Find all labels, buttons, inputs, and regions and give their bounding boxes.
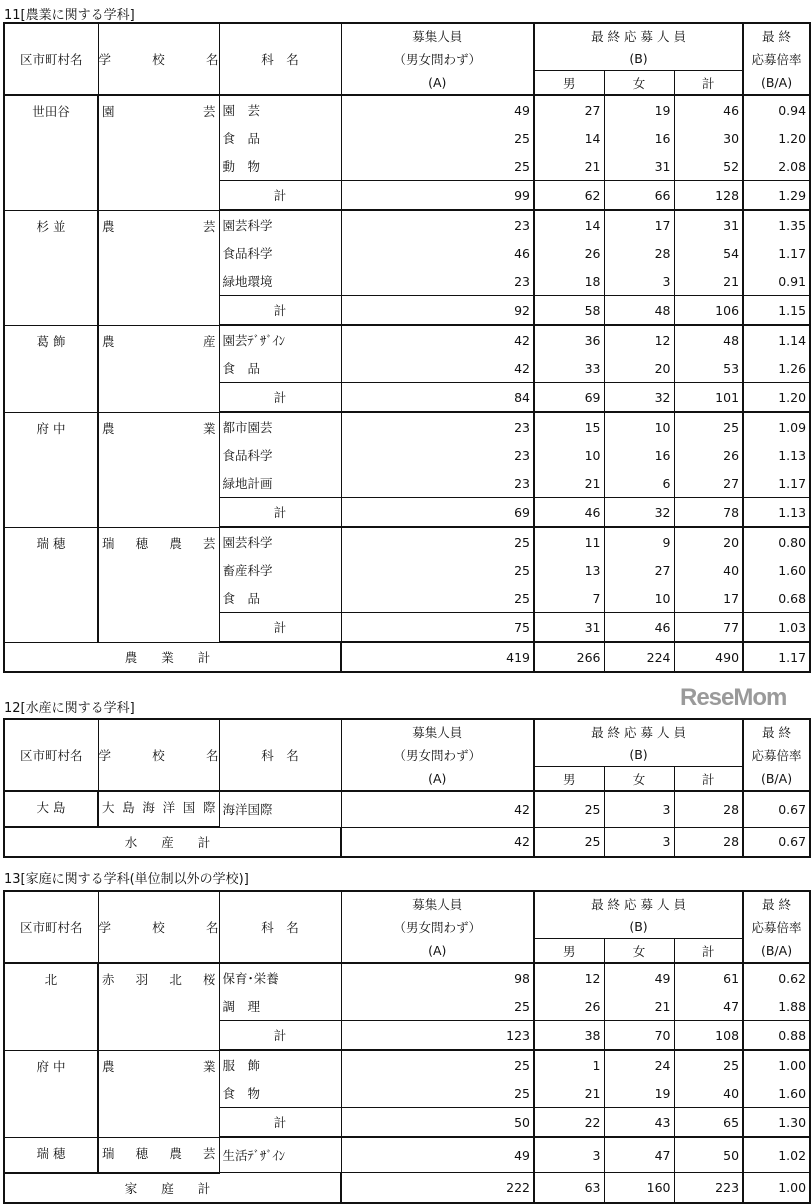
capacity: 46 bbox=[341, 239, 534, 267]
header-capacity-note: （男女問わず） bbox=[341, 915, 534, 939]
subtotal-label: 計 bbox=[219, 296, 341, 326]
capacity: 49 bbox=[341, 1137, 534, 1173]
total-count: 47 bbox=[674, 992, 743, 1021]
subject-name: 園芸科学 bbox=[219, 210, 341, 239]
school-name: 瑞穂農芸 bbox=[98, 1137, 219, 1173]
table-row bbox=[4, 325, 810, 354]
subject-name: 緑地計画 bbox=[219, 469, 341, 498]
subject-name: 食 品 bbox=[219, 124, 341, 152]
subject-name: 食品科学 bbox=[219, 239, 341, 267]
ratio: 0.68 bbox=[743, 584, 810, 613]
header-ratio-ba: (B/A) bbox=[743, 71, 810, 96]
subtotal-capacity: 99 bbox=[341, 181, 534, 211]
grand-total-row bbox=[4, 827, 810, 857]
female-count: 21 bbox=[604, 992, 674, 1021]
subtotal-label: 計 bbox=[219, 383, 341, 413]
female-count: 16 bbox=[604, 441, 674, 469]
district-name: 世田谷 bbox=[4, 95, 98, 210]
total-capacity: 222 bbox=[341, 1173, 534, 1203]
header-female: 女 bbox=[604, 939, 674, 964]
total-count: 54 bbox=[674, 239, 743, 267]
section-title: 12[水産に関する学科] bbox=[4, 701, 135, 716]
capacity: 23 bbox=[341, 412, 534, 441]
subject-name: 食 品 bbox=[219, 354, 341, 383]
capacity: 23 bbox=[341, 210, 534, 239]
subtotal-female-count: 32 bbox=[604, 383, 674, 413]
capacity: 25 bbox=[341, 992, 534, 1021]
capacity: 42 bbox=[341, 354, 534, 383]
total-female-count: 160 bbox=[604, 1173, 674, 1203]
ratio: 1.13 bbox=[743, 441, 810, 469]
subtotal-female-count: 46 bbox=[604, 613, 674, 643]
grand-total-row bbox=[4, 642, 810, 672]
subtotal-total-count: 128 bbox=[674, 181, 743, 211]
total-count: 40 bbox=[674, 1079, 743, 1108]
header-applicants-b: (B) bbox=[534, 915, 743, 939]
table-row bbox=[4, 412, 810, 441]
total-count: 48 bbox=[674, 325, 743, 354]
ratio: 1.20 bbox=[743, 124, 810, 152]
female-count: 16 bbox=[604, 124, 674, 152]
header-capacity: 募集人員 bbox=[341, 891, 534, 915]
header-ratio-2: 応募倍率 bbox=[743, 915, 810, 939]
total-male-count: 25 bbox=[534, 827, 604, 857]
subtotal-ratio: 1.20 bbox=[743, 383, 810, 413]
school-name: 園芸 bbox=[98, 95, 219, 210]
subject-name: 服 飾 bbox=[219, 1050, 341, 1079]
male-count: 14 bbox=[534, 124, 604, 152]
header-district: 区市町村名 bbox=[4, 891, 98, 963]
subtotal-capacity: 50 bbox=[341, 1108, 534, 1138]
school-name: 農業 bbox=[98, 412, 219, 527]
subject-name: 園芸科学 bbox=[219, 527, 341, 556]
header-capacity-a: (A) bbox=[341, 71, 534, 96]
district-name: 葛 飾 bbox=[4, 325, 98, 412]
female-count: 28 bbox=[604, 239, 674, 267]
header-capacity-note: （男女問わず） bbox=[341, 743, 534, 767]
district-name: 府 中 bbox=[4, 412, 98, 527]
ratio: 1.60 bbox=[743, 556, 810, 584]
section-title: 13[家庭に関する学科(単位制以外の学校)] bbox=[4, 872, 249, 887]
school-name: 瑞穂農芸 bbox=[98, 527, 219, 642]
subject-name: 食 物 bbox=[219, 1079, 341, 1108]
ratio: 0.62 bbox=[743, 963, 810, 992]
capacity: 25 bbox=[341, 1079, 534, 1108]
total-count: 28 bbox=[674, 791, 743, 827]
table-row bbox=[4, 527, 810, 556]
ratio: 1.02 bbox=[743, 1137, 810, 1173]
male-count: 33 bbox=[534, 354, 604, 383]
district-name: 大 島 bbox=[4, 791, 98, 827]
header-applicants: 最 終 応 募 人 員 bbox=[534, 719, 743, 743]
subject-name: 園芸ﾃﾞｻﾞｲﾝ bbox=[219, 325, 341, 354]
male-count: 36 bbox=[534, 325, 604, 354]
ratio: 2.08 bbox=[743, 152, 810, 181]
header-ratio-ba: (B/A) bbox=[743, 767, 810, 792]
subtotal-male-count: 62 bbox=[534, 181, 604, 211]
header-total: 計 bbox=[674, 71, 743, 96]
header-capacity: 募集人員 bbox=[341, 719, 534, 743]
female-count: 10 bbox=[604, 584, 674, 613]
header-applicants-b: (B) bbox=[534, 47, 743, 71]
grand-total-row bbox=[4, 1173, 810, 1203]
header-capacity-a: (A) bbox=[341, 767, 534, 792]
subject-name: 保育･栄養 bbox=[219, 963, 341, 992]
total-capacity: 42 bbox=[341, 827, 534, 857]
subtotal-male-count: 46 bbox=[534, 498, 604, 528]
subtotal-capacity: 69 bbox=[341, 498, 534, 528]
capacity: 23 bbox=[341, 267, 534, 296]
district-name: 瑞 穂 bbox=[4, 527, 98, 642]
male-count: 14 bbox=[534, 210, 604, 239]
female-count: 6 bbox=[604, 469, 674, 498]
district-name: 北 bbox=[4, 963, 98, 1050]
total-female-count: 3 bbox=[604, 827, 674, 857]
female-count: 31 bbox=[604, 152, 674, 181]
table-row bbox=[4, 210, 810, 239]
ratio: 1.09 bbox=[743, 412, 810, 441]
female-count: 47 bbox=[604, 1137, 674, 1173]
total-female-count: 224 bbox=[604, 642, 674, 672]
male-count: 27 bbox=[534, 95, 604, 124]
total-count: 61 bbox=[674, 963, 743, 992]
female-count: 24 bbox=[604, 1050, 674, 1079]
subject-name: 海洋国際 bbox=[219, 791, 341, 827]
header-applicants: 最 終 応 募 人 員 bbox=[534, 23, 743, 47]
subject-name: 畜産科学 bbox=[219, 556, 341, 584]
male-count: 1 bbox=[534, 1050, 604, 1079]
header-capacity-a: (A) bbox=[341, 939, 534, 964]
enrollment-table bbox=[3, 718, 811, 858]
header-school: 学 校 名 bbox=[98, 891, 219, 963]
male-count: 21 bbox=[534, 1079, 604, 1108]
subject-name: 調 理 bbox=[219, 992, 341, 1021]
table-row bbox=[4, 963, 810, 992]
total-count: 46 bbox=[674, 95, 743, 124]
subject-name: 都市園芸 bbox=[219, 412, 341, 441]
capacity: 25 bbox=[341, 584, 534, 613]
header-male: 男 bbox=[534, 939, 604, 964]
total-count: 53 bbox=[674, 354, 743, 383]
header-female: 女 bbox=[604, 71, 674, 96]
total-male-count: 63 bbox=[534, 1173, 604, 1203]
header-ratio: 最 終 bbox=[743, 23, 810, 47]
total-male-count: 266 bbox=[534, 642, 604, 672]
subtotal-label: 計 bbox=[219, 1108, 341, 1138]
subtotal-female-count: 32 bbox=[604, 498, 674, 528]
ratio: 0.91 bbox=[743, 267, 810, 296]
school-name: 農業 bbox=[98, 1050, 219, 1137]
subtotal-total-count: 78 bbox=[674, 498, 743, 528]
male-count: 11 bbox=[534, 527, 604, 556]
header-subject: 科 名 bbox=[219, 23, 341, 95]
subtotal-female-count: 66 bbox=[604, 181, 674, 211]
ratio: 1.00 bbox=[743, 1050, 810, 1079]
header-ratio-ba: (B/A) bbox=[743, 939, 810, 964]
male-count: 3 bbox=[534, 1137, 604, 1173]
subtotal-male-count: 31 bbox=[534, 613, 604, 643]
subtotal-label: 計 bbox=[219, 181, 341, 211]
total-capacity: 419 bbox=[341, 642, 534, 672]
ratio: 1.35 bbox=[743, 210, 810, 239]
capacity: 25 bbox=[341, 152, 534, 181]
subtotal-capacity: 84 bbox=[341, 383, 534, 413]
subject-name: 食品科学 bbox=[219, 441, 341, 469]
table-row bbox=[4, 1137, 810, 1173]
capacity: 25 bbox=[341, 527, 534, 556]
ratio: 0.94 bbox=[743, 95, 810, 124]
header-ratio-2: 応募倍率 bbox=[743, 47, 810, 71]
male-count: 26 bbox=[534, 992, 604, 1021]
total-count: 27 bbox=[674, 469, 743, 498]
subtotal-ratio: 1.13 bbox=[743, 498, 810, 528]
total-count: 26 bbox=[674, 441, 743, 469]
total-total-count: 223 bbox=[674, 1173, 743, 1203]
female-count: 9 bbox=[604, 527, 674, 556]
subtotal-total-count: 106 bbox=[674, 296, 743, 326]
male-count: 10 bbox=[534, 441, 604, 469]
school-name: 赤羽北桜 bbox=[98, 963, 219, 1050]
total-count: 17 bbox=[674, 584, 743, 613]
female-count: 3 bbox=[604, 267, 674, 296]
subtotal-female-count: 43 bbox=[604, 1108, 674, 1138]
header-ratio: 最 終 bbox=[743, 891, 810, 915]
male-count: 21 bbox=[534, 152, 604, 181]
table-row bbox=[4, 95, 810, 124]
subtotal-total-count: 77 bbox=[674, 613, 743, 643]
male-count: 13 bbox=[534, 556, 604, 584]
subject-name: 食 品 bbox=[219, 584, 341, 613]
subtotal-female-count: 48 bbox=[604, 296, 674, 326]
subject-name: 園 芸 bbox=[219, 95, 341, 124]
total-count: 30 bbox=[674, 124, 743, 152]
capacity: 23 bbox=[341, 441, 534, 469]
total-count: 52 bbox=[674, 152, 743, 181]
male-count: 15 bbox=[534, 412, 604, 441]
total-count: 25 bbox=[674, 412, 743, 441]
total-count: 20 bbox=[674, 527, 743, 556]
subtotal-male-count: 22 bbox=[534, 1108, 604, 1138]
school-name: 農産 bbox=[98, 325, 219, 412]
header-male: 男 bbox=[534, 767, 604, 792]
header-applicants: 最 終 応 募 人 員 bbox=[534, 891, 743, 915]
district-name: 府 中 bbox=[4, 1050, 98, 1137]
ratio: 1.17 bbox=[743, 469, 810, 498]
male-count: 26 bbox=[534, 239, 604, 267]
subtotal-ratio: 1.03 bbox=[743, 613, 810, 643]
table-row bbox=[4, 1050, 810, 1079]
enrollment-table bbox=[3, 22, 811, 673]
subtotal-label: 計 bbox=[219, 498, 341, 528]
subtotal-ratio: 0.88 bbox=[743, 1021, 810, 1051]
district-name: 杉 並 bbox=[4, 210, 98, 325]
subtotal-male-count: 38 bbox=[534, 1021, 604, 1051]
total-ratio: 0.67 bbox=[743, 827, 810, 857]
capacity: 25 bbox=[341, 1050, 534, 1079]
female-count: 3 bbox=[604, 791, 674, 827]
enrollment-table bbox=[3, 890, 811, 1204]
total-count: 31 bbox=[674, 210, 743, 239]
total-total-count: 490 bbox=[674, 642, 743, 672]
subtotal-capacity: 75 bbox=[341, 613, 534, 643]
total-count: 21 bbox=[674, 267, 743, 296]
female-count: 10 bbox=[604, 412, 674, 441]
subtotal-total-count: 108 bbox=[674, 1021, 743, 1051]
capacity: 98 bbox=[341, 963, 534, 992]
total-count: 50 bbox=[674, 1137, 743, 1173]
female-count: 12 bbox=[604, 325, 674, 354]
grand-total-label: 水 産 計 bbox=[4, 827, 341, 857]
header-school: 学 校 名 bbox=[98, 719, 219, 791]
header-district: 区市町村名 bbox=[4, 719, 98, 791]
capacity: 42 bbox=[341, 325, 534, 354]
female-count: 49 bbox=[604, 963, 674, 992]
male-count: 12 bbox=[534, 963, 604, 992]
capacity: 23 bbox=[341, 469, 534, 498]
subtotal-male-count: 69 bbox=[534, 383, 604, 413]
subtotal-total-count: 65 bbox=[674, 1108, 743, 1138]
subtotal-male-count: 58 bbox=[534, 296, 604, 326]
capacity: 25 bbox=[341, 124, 534, 152]
total-total-count: 28 bbox=[674, 827, 743, 857]
subtotal-ratio: 1.30 bbox=[743, 1108, 810, 1138]
capacity: 42 bbox=[341, 791, 534, 827]
total-ratio: 1.17 bbox=[743, 642, 810, 672]
subtotal-female-count: 70 bbox=[604, 1021, 674, 1051]
capacity: 25 bbox=[341, 556, 534, 584]
female-count: 17 bbox=[604, 210, 674, 239]
header-ratio: 最 終 bbox=[743, 719, 810, 743]
header-subject: 科 名 bbox=[219, 891, 341, 963]
male-count: 25 bbox=[534, 791, 604, 827]
female-count: 27 bbox=[604, 556, 674, 584]
grand-total-label: 農 業 計 bbox=[4, 642, 341, 672]
header-ratio-2: 応募倍率 bbox=[743, 743, 810, 767]
watermark-logo: ReseMom bbox=[680, 684, 787, 711]
subtotal-ratio: 1.29 bbox=[743, 181, 810, 211]
ratio: 0.67 bbox=[743, 791, 810, 827]
ratio: 1.14 bbox=[743, 325, 810, 354]
subtotal-capacity: 92 bbox=[341, 296, 534, 326]
subtotal-ratio: 1.15 bbox=[743, 296, 810, 326]
capacity: 49 bbox=[341, 95, 534, 124]
female-count: 19 bbox=[604, 95, 674, 124]
subject-name: 緑地環境 bbox=[219, 267, 341, 296]
header-total: 計 bbox=[674, 939, 743, 964]
male-count: 7 bbox=[534, 584, 604, 613]
header-capacity: 募集人員 bbox=[341, 23, 534, 47]
school-name: 大島海洋国際 bbox=[98, 791, 219, 827]
male-count: 21 bbox=[534, 469, 604, 498]
ratio: 1.88 bbox=[743, 992, 810, 1021]
header-subject: 科 名 bbox=[219, 719, 341, 791]
subtotal-total-count: 101 bbox=[674, 383, 743, 413]
female-count: 20 bbox=[604, 354, 674, 383]
ratio: 1.17 bbox=[743, 239, 810, 267]
total-ratio: 1.00 bbox=[743, 1173, 810, 1203]
header-capacity-note: （男女問わず） bbox=[341, 47, 534, 71]
subject-name: 動 物 bbox=[219, 152, 341, 181]
subtotal-label: 計 bbox=[219, 1021, 341, 1051]
ratio: 1.60 bbox=[743, 1079, 810, 1108]
grand-total-label: 家 庭 計 bbox=[4, 1173, 341, 1203]
header-female: 女 bbox=[604, 767, 674, 792]
ratio: 1.26 bbox=[743, 354, 810, 383]
header-total: 計 bbox=[674, 767, 743, 792]
female-count: 19 bbox=[604, 1079, 674, 1108]
header-school: 学 校 名 bbox=[98, 23, 219, 95]
table-row bbox=[4, 791, 810, 827]
subtotal-capacity: 123 bbox=[341, 1021, 534, 1051]
header-applicants-b: (B) bbox=[534, 743, 743, 767]
ratio: 0.80 bbox=[743, 527, 810, 556]
school-name: 農芸 bbox=[98, 210, 219, 325]
district-name: 瑞 穂 bbox=[4, 1137, 98, 1173]
male-count: 18 bbox=[534, 267, 604, 296]
total-count: 25 bbox=[674, 1050, 743, 1079]
header-district: 区市町村名 bbox=[4, 23, 98, 95]
header-male: 男 bbox=[534, 71, 604, 96]
subtotal-label: 計 bbox=[219, 613, 341, 643]
total-count: 40 bbox=[674, 556, 743, 584]
section-title: 11[農業に関する学科] bbox=[4, 8, 135, 23]
subject-name: 生活ﾃﾞｻﾞｲﾝ bbox=[219, 1137, 341, 1173]
